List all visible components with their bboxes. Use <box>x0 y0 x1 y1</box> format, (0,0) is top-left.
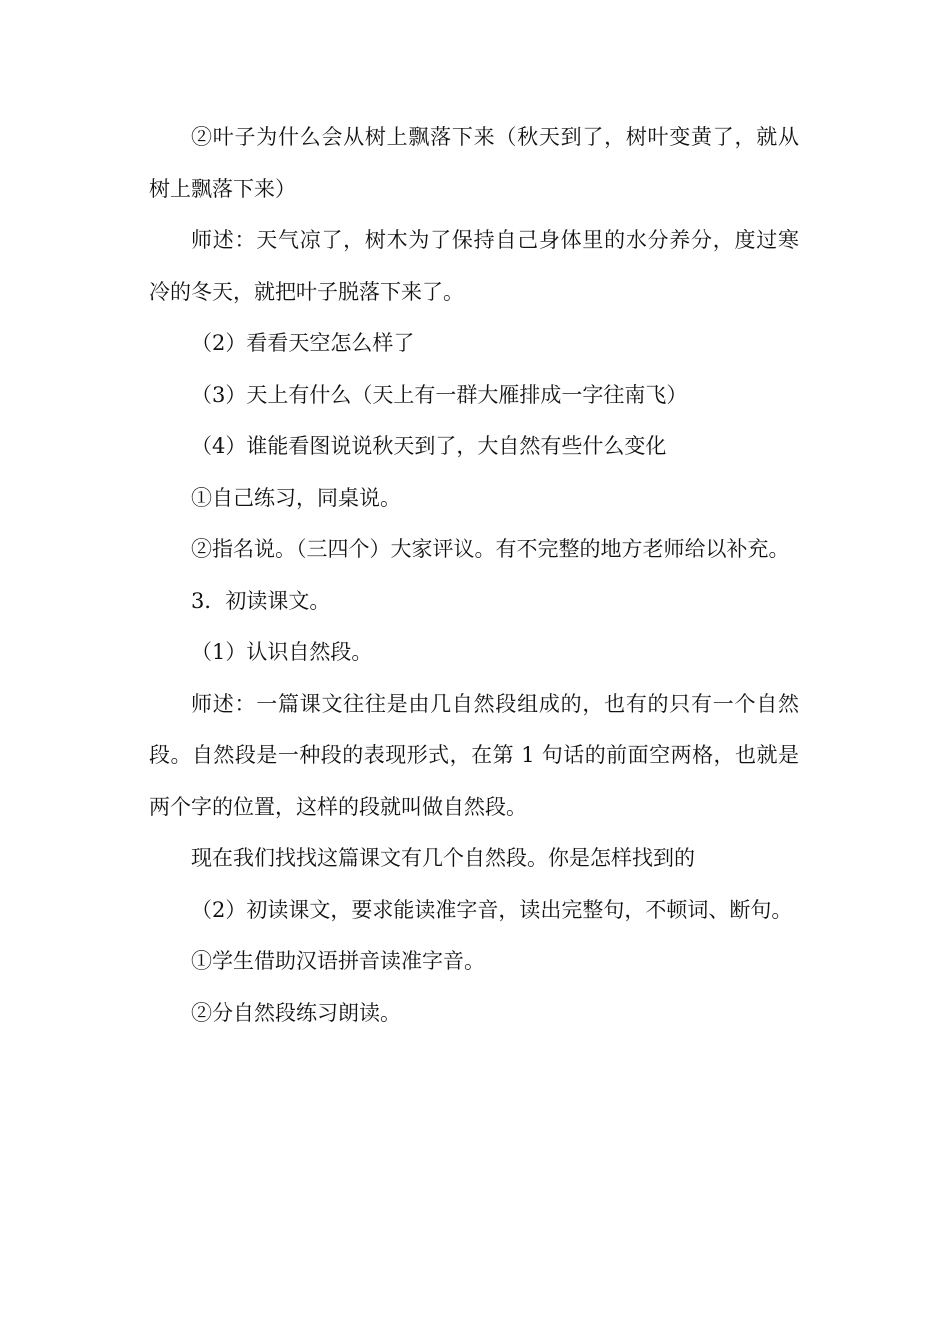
paragraph-pinyin-reading: ①学生借助汉语拼音读准字音。 <box>191 949 485 973</box>
paragraph-sky-question: （2）看看天空怎么样了 <box>191 331 415 355</box>
paragraph-teacher-explanation-leaves: 师述：天气凉了，树木为了保持自己身体里的水分养分，度过寒冷的冬天，就把叶子脱落下来了。 <box>149 228 799 304</box>
paragraph-autumn-changes: （4）谁能看图说说秋天到了，大自然有些什么变化 <box>191 434 667 458</box>
paragraph-geese-question: （3）天上有什么（天上有一群大雁排成一字往南飞） <box>191 382 688 407</box>
paragraph-named-speaking: ②指名说。（三四个）大家评议。有不完整的地方老师给以补充。 <box>191 537 790 561</box>
paragraph-leaf-question: ②叶子为什么会从树上飘落下来（秋天到了，树叶变黄了，就从树上飘落下来） <box>149 125 799 201</box>
paragraph-reading-requirements: （2）初读课文，要求能读准字音，读出完整句，不顿词、断句。 <box>191 897 793 922</box>
document-body <box>149 112 799 1039</box>
paragraph-pair-practice: ①自己练习，同桌说。 <box>191 485 401 510</box>
paragraph-section-first-reading: 3．初读课文。 <box>191 588 331 613</box>
paragraph-reading-practice: ②分自然段练习朗读。 <box>191 1000 401 1025</box>
paragraph-find-paragraphs: 现在我们找找这篇课文有几个自然段。你是怎样找到的 <box>191 846 695 870</box>
paragraph-natural-paragraph-intro: （1）认识自然段。 <box>191 640 373 664</box>
paragraph-teacher-explanation-paragraphs: 师述：一篇课文往往是由几自然段组成的，也有的只有一个自然段。自然段是一种段的表现形式，在第 1 句话的前面空两格，也就是两个字的位置，这样的段就叫做自然段。 <box>149 691 799 819</box>
